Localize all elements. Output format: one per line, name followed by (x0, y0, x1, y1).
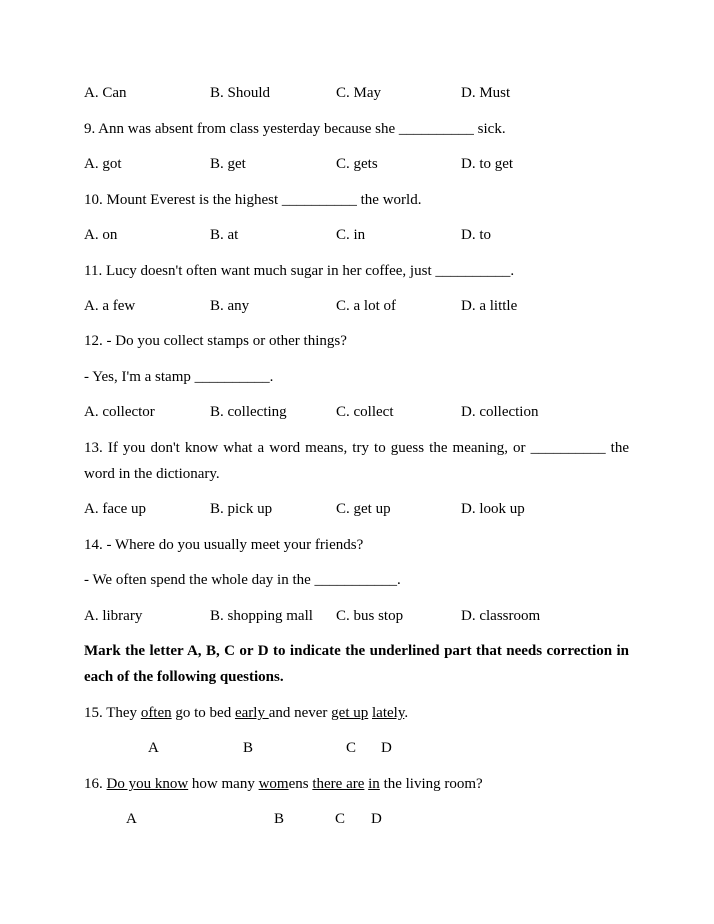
q15-sentence (84, 704, 408, 722)
instruction-line1: Mark the letter A, B, C or D to indicate the underlined part that needs correction in (84, 643, 629, 659)
q9-options (0, 155, 714, 173)
q14-answer: - We often spend the whole day in the ___________. (84, 572, 401, 588)
q14-option-c: C. bus stop (336, 608, 404, 624)
q11-option-c: C. a lot of (336, 298, 396, 314)
q13-option-a: A. face up (84, 501, 147, 517)
q15-marker-a: A (148, 740, 159, 756)
q16-underlined-b: wom (258, 776, 289, 792)
q15-marker-b: B (243, 740, 254, 756)
q15-markers (0, 739, 714, 757)
q13-option-c: C. get up (336, 501, 391, 517)
q12-option-a: A. collector (84, 404, 155, 420)
q16-part: ens (288, 776, 313, 792)
q10-option-b: B. at (210, 227, 239, 243)
q15-marker-d: D (381, 740, 392, 756)
q9-option-b: B. get (210, 156, 246, 172)
q15-part: go to bed (171, 705, 235, 721)
q14-option-a: A. library (84, 608, 143, 624)
q8-option-d: D. Must (461, 85, 511, 101)
q8-options (0, 84, 714, 102)
q16-underlined-c: there are (312, 776, 365, 792)
q10-option-c: C. in (336, 227, 366, 243)
q13-question-line2: word in the dictionary. (84, 466, 220, 482)
q15-part: and never (268, 705, 332, 721)
q14-options (0, 607, 714, 625)
q12-answer: - Yes, I'm a stamp __________. (84, 369, 274, 385)
q14-option-d: D. classroom (461, 608, 541, 624)
q16-part: the living room? (379, 776, 483, 792)
q16-marker-a: A (126, 811, 137, 827)
q15-marker-c: C (346, 740, 357, 756)
q13-question-line1: 13. If you don't know what a word means, try to guess the meaning, or __________ the (84, 440, 629, 456)
instruction-line2: each of the following questions. (84, 669, 284, 685)
q10-question: 10. Mount Everest is the highest __________ the world. (84, 192, 422, 208)
q11-options (0, 297, 714, 315)
q8-option-a: A. Can (84, 85, 127, 101)
q11-option-d: D. a little (461, 298, 518, 314)
q16-underlined-d: in (368, 776, 380, 792)
q11-option-b: B. any (210, 298, 250, 314)
q14-option-b: B. shopping mall (210, 608, 313, 624)
q16-underlined-a: Do you know (106, 776, 189, 792)
q12-option-d: D. collection (461, 404, 539, 420)
q8-option-c: C. May (336, 85, 381, 101)
q13-options (0, 500, 714, 518)
q15-underlined-d: lately (372, 705, 405, 721)
q15-part: . (404, 705, 409, 721)
q15-underlined-c: get up (331, 705, 369, 721)
q9-question: 9. Ann was absent from class yesterday because she __________ sick. (84, 121, 506, 137)
q11-question: 11. Lucy doesn't often want much sugar in her coffee, just __________. (84, 263, 515, 279)
q16-marker-c: C (335, 811, 346, 827)
q15-part: 15. They (84, 705, 141, 721)
q13-option-d: D. look up (461, 501, 525, 517)
q16-markers (0, 810, 714, 828)
q15-underlined-b: early (234, 705, 269, 721)
q12-options (0, 403, 714, 421)
q10-options (0, 226, 714, 244)
q10-option-a: A. on (84, 227, 118, 243)
q16-marker-d: D (371, 811, 382, 827)
q12-option-b: B. collecting (210, 404, 287, 420)
q12-option-c: C. collect (336, 404, 394, 420)
q9-option-a: A. got (84, 156, 122, 172)
q9-option-d: D. to get (461, 156, 514, 172)
q12-question: 12. - Do you collect stamps or other things? (84, 333, 347, 349)
q11-option-a: A. a few (84, 298, 136, 314)
q9-option-c: C. gets (336, 156, 378, 172)
q15-underlined-a: often (140, 705, 172, 721)
q10-option-d: D. to (461, 227, 491, 243)
q14-question: 14. - Where do you usually meet your friends? (84, 537, 364, 553)
q16-part: how many (188, 776, 259, 792)
q16-part: 16. (84, 776, 107, 792)
q16-sentence (84, 775, 483, 793)
q8-option-b: B. Should (210, 85, 271, 101)
q13-option-b: B. pick up (210, 501, 273, 517)
q16-marker-b: B (274, 811, 285, 827)
